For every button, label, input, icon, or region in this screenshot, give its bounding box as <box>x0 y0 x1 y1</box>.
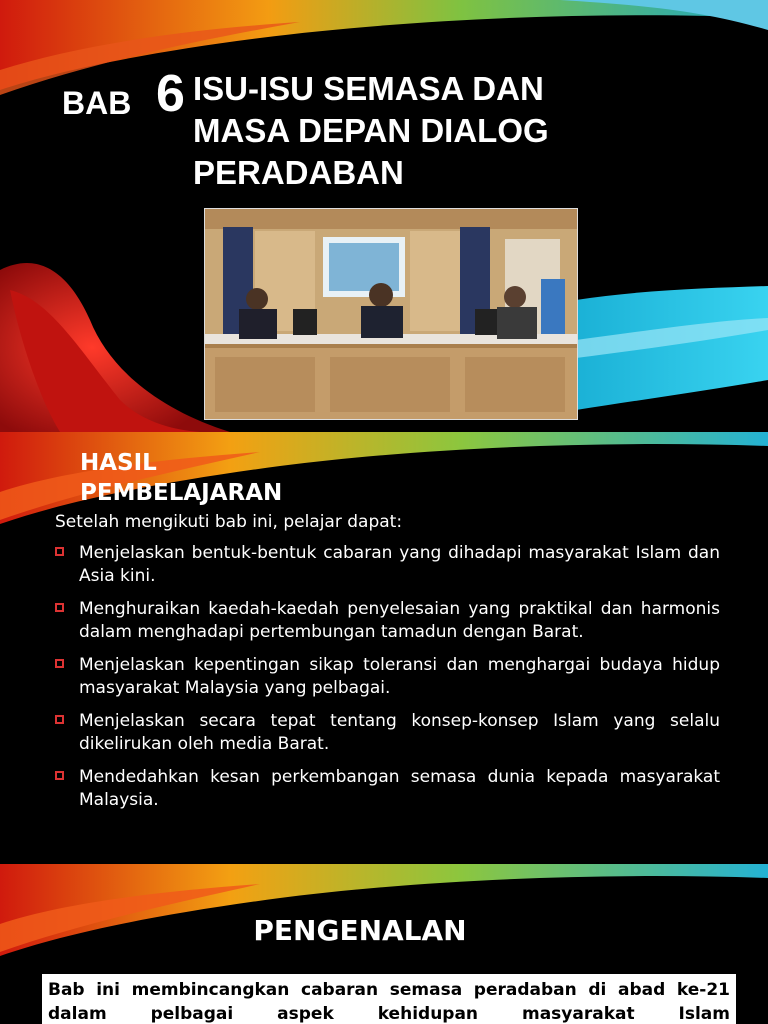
square-bullet-icon <box>55 715 64 724</box>
slide-learning-outcomes <box>0 432 768 864</box>
list-item <box>55 542 720 588</box>
outcome-list <box>55 542 720 822</box>
list-item-text: Mendedahkan kesan perkembangan semasa dunia kepada masyarakat Malaysia. <box>79 767 720 810</box>
chapter-title <box>193 68 613 194</box>
chapter-number: 6 <box>156 65 185 123</box>
intro-text: Setelah mengikuti bab ini, pelajar dapat: <box>55 512 403 532</box>
title-line: MASA DEPAN DIALOG <box>193 112 549 149</box>
list-item <box>55 654 720 700</box>
slide-title <box>0 0 768 432</box>
list-item-text: Menjelaskan secara tepat tentang konsep-konsep Islam yang selalu dikelirukan oleh media Barat. <box>79 711 720 754</box>
list-item-text: Menghuraikan kaedah-kaedah penyelesaian yang praktikal dan harmonis dalam menghadapi pertembungan tamadun dengan Barat. <box>79 599 720 642</box>
square-bullet-icon <box>55 547 64 556</box>
square-bullet-icon <box>55 603 64 612</box>
title-line: ISU-ISU SEMASA DAN <box>193 70 544 107</box>
intro-text-box <box>42 974 736 1024</box>
square-bullet-icon <box>55 659 64 668</box>
list-item <box>55 766 720 812</box>
heading-line: PEMBELAJARAN <box>80 480 283 506</box>
section-heading: PENGENALAN <box>253 914 467 947</box>
conference-photo <box>204 208 578 420</box>
section-heading <box>80 448 282 508</box>
list-item-text: Menjelaskan kepentingan sikap toleransi dan menghargai budaya hidup masyarakat Malaysia yang pelbagai. <box>79 655 720 698</box>
list-item <box>55 598 720 644</box>
heading-line: HASIL <box>80 450 157 476</box>
square-bullet-icon <box>55 771 64 780</box>
list-item-text: Menjelaskan bentuk-bentuk cabaran yang dihadapi masyarakat Islam dan Asia kini. <box>79 543 720 586</box>
list-item <box>55 710 720 756</box>
slide-introduction <box>0 864 768 1024</box>
intro-paragraph: Bab ini membincangkan cabaran semasa peradaban di abad ke-21 dalam pelbagai aspek kehidupan masyarakat Islam <box>48 980 730 1024</box>
title-line: PERADABAN <box>193 154 404 191</box>
chapter-label: BAB <box>62 85 132 121</box>
